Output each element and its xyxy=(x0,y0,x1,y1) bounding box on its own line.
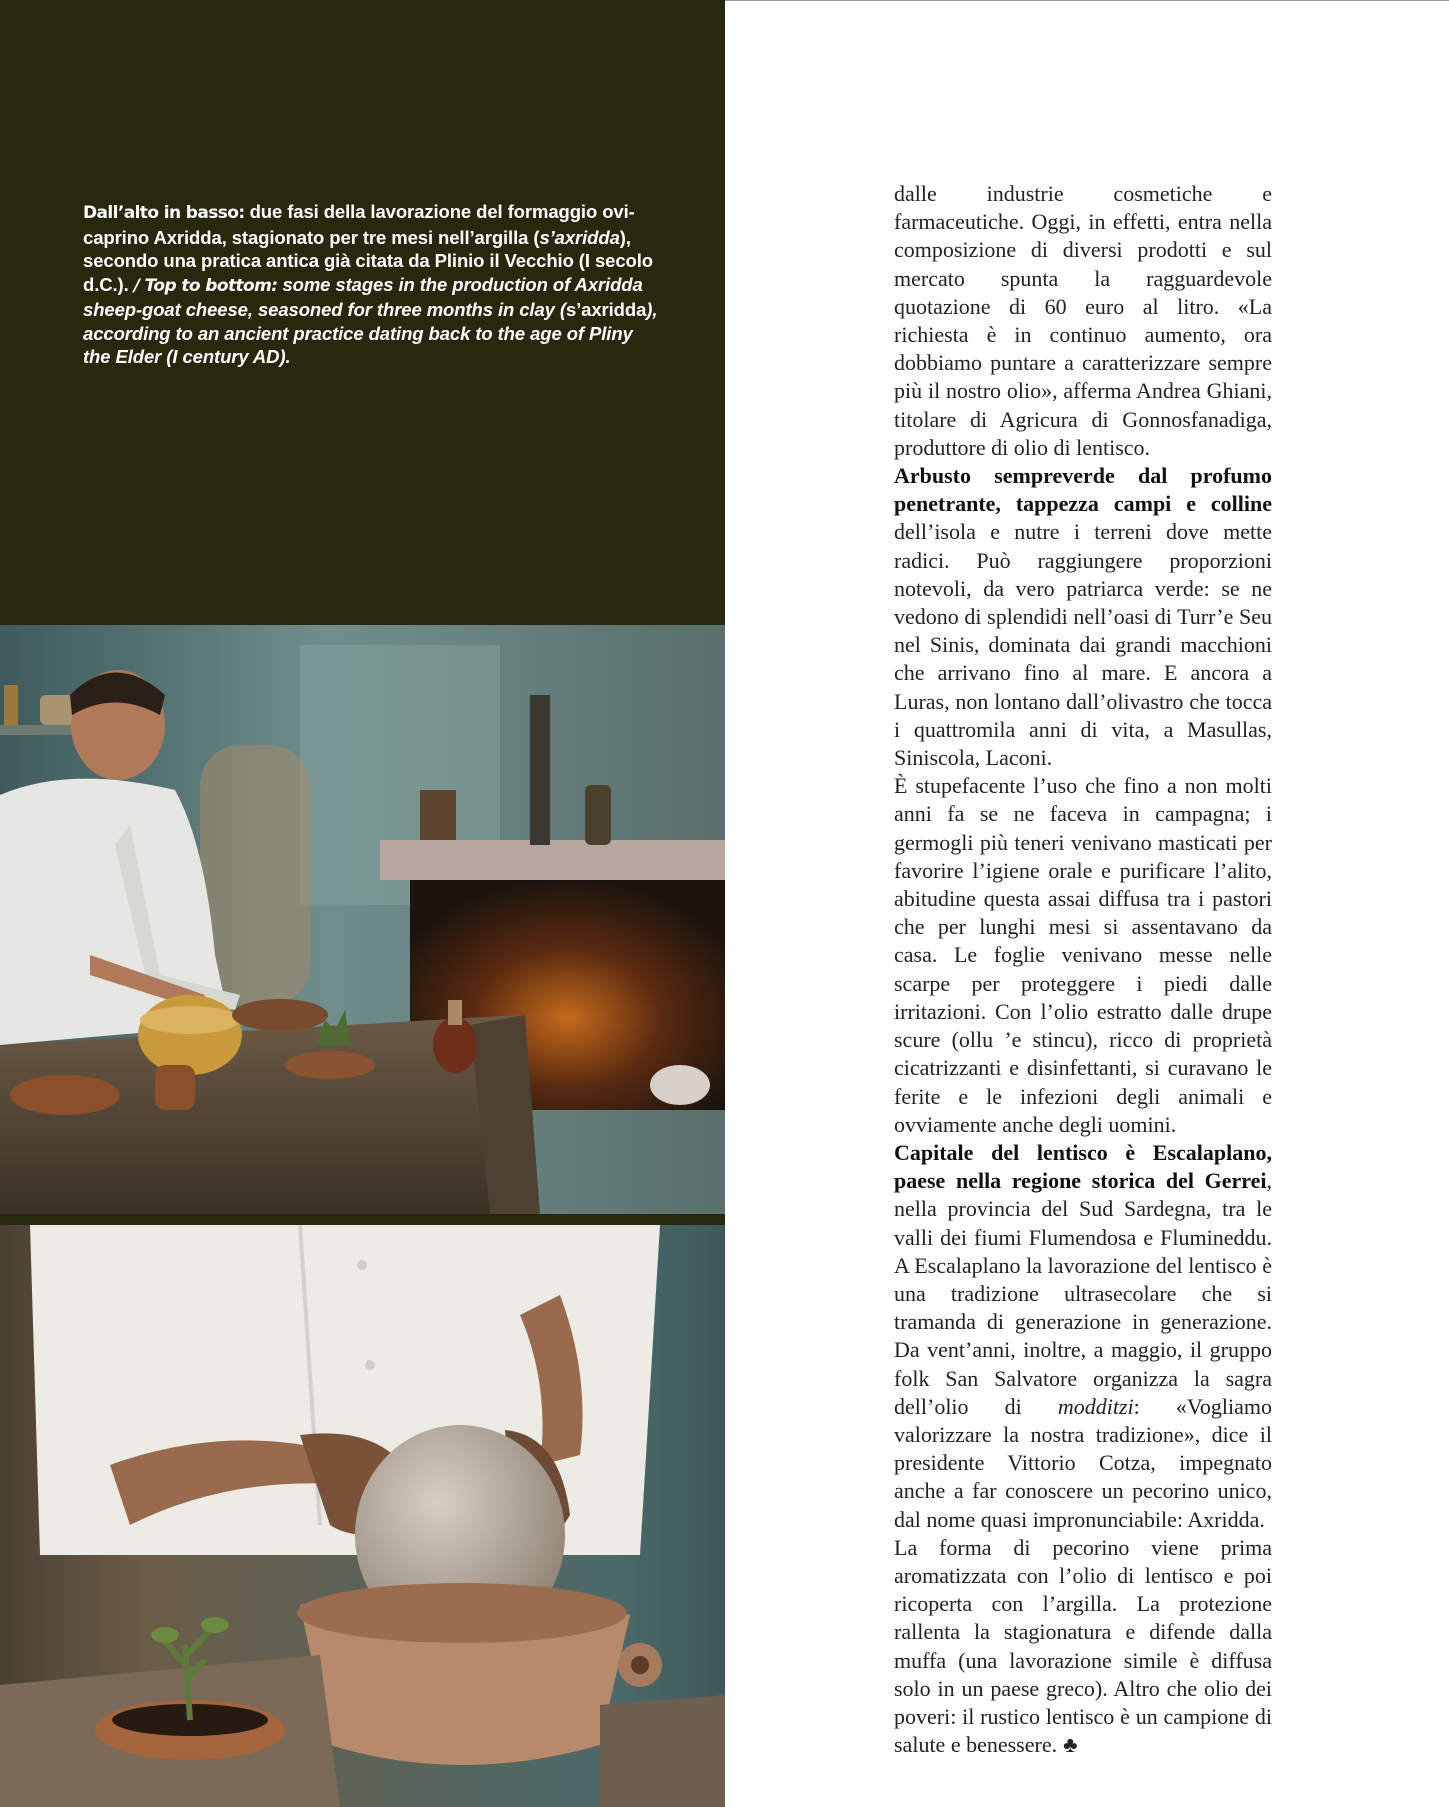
photo-caption xyxy=(83,200,663,369)
article-text xyxy=(894,180,1272,1759)
caption-en-1: some stages in the production of Axridda sheep-goat cheese, seasoned for three months in clay ( xyxy=(83,273,643,320)
article-paragraph-1: dalle industrie cosmetiche e farmaceutiche. Oggi, in effetti, entra nella composizione di diversi prodotti e sul mercato spunta la ragguardevole quotazione di 60 euro al litro. «La richiesta è in continuo aumento, ora dobbiamo puntare a caratterizzare sempre più il nostro olio», afferma Andrea Ghiani, titolare di Agricura di Gonnosfanadiga, produttore di olio di lentisco. xyxy=(894,181,1272,460)
article-paragraph-4 xyxy=(894,1139,1272,1534)
end-mark-icon: ♣ xyxy=(1063,1732,1078,1758)
article-paragraph-2-lead: Arbusto sempreverde dal profumo penetrante, tappezza campi e colline xyxy=(894,463,1272,517)
caption-en-term: s’axridda xyxy=(565,299,647,320)
photo-cheesemaker-kitchen xyxy=(0,625,725,1214)
article-paragraph-4-body-a: , nella provincia del Sud Sardegna, tra le valli dei fiumi Flumendosa e Flumineddu. A Escalaplano la lavorazione del lentisco è una tradizione ultrasecolare che si tramanda di generazione in generazione. Da vent’anni, inoltre, a maggio, il gruppo folk San Salvatore organizza la sagra dell’olio di xyxy=(894,1168,1272,1419)
photo-hands-clay-cheese xyxy=(0,1225,725,1807)
caption-en-lead: / Top to bottom: xyxy=(133,275,278,296)
article-paragraph-4-lead: Capitale del lentisco è Escalaplano, paese nella regione storica del Gerrei xyxy=(894,1139,1272,1194)
top-rule xyxy=(725,0,1449,1)
caption-en-2: ), according to an ancient practice dating back to the age of Pliny the Elder (I century AD). xyxy=(83,299,658,367)
caption-it-2: ), secondo una pratica antica già citata da Plinio il Vecchio (I secolo d.C.). xyxy=(83,226,653,295)
photo-cheesemaker-kitchen-icon xyxy=(0,625,725,1214)
article-paragraph-2-body: dell’isola e nutre i terreni dove mette radici. Può raggiungere proporzioni notevoli, da vero patriarca verde: se ne vedono di splendidi nell’oasi di Turr’e Seu nel Sinis, dominata dai grandi macchioni che arrivano fino al mare. E ancora a Luras, non lontano dall’olivastro che tocca i quattromila anni di vita, a Masullas, Siniscola, Laconi. xyxy=(894,519,1272,771)
article-paragraph-4-term: modditzi xyxy=(1057,1393,1134,1419)
article-paragraph-3: È stupefacente l’uso che fino a non molti anni fa se ne faceva in campagna; i germogli più teneri venivano masticati per favorire l’igiene orale e purificare l’alito, abitudine questa assai diffusa tra i pastori che per lunghi mesi si assentavano da casa. Le foglie venivano messe nelle scarpe per proteggere i piedi dalle irritazioni. Con l’olio estratto dalle drupe scure (ollu ’e stincu), ricco di proprietà cicatrizzanti e disinfettanti, si curavano le ferite e le infezioni degli animali e ovviamente anche degli uomini. xyxy=(894,773,1272,1137)
article-paragraph-2 xyxy=(894,462,1272,772)
caption-it-term: s’axridda xyxy=(539,226,620,248)
photo-hands-clay-cheese-icon xyxy=(0,1225,725,1807)
caption-it-1: due fasi della lavorazione del formaggio ovi-caprino Axridda, stagionato per tre mesi nell’argilla ( xyxy=(83,201,635,248)
article-paragraph-5 xyxy=(894,1534,1272,1760)
caption-lead: Dall’alto in basso: xyxy=(83,203,245,223)
article-paragraph-5-body: La forma di pecorino viene prima aromatizzata con l’olio di lentisco e poi ricoperta con l’argilla. La protezione rallenta la stagionatura e difende dalla muffa (una lavorazione simile è diffusa solo in un paese greco). Altro che olio dei poveri: il rustico lentisco è un campione di salute e benessere. xyxy=(894,1534,1272,1758)
article-paragraph-4-body-b: : «Vogliamo valorizzare la nostra tradizione», dice il presidente Vittorio Cotza, impegnato anche a far conoscere un pecorino unico, dal nome quasi impronunciabile: Axridda. xyxy=(894,1393,1272,1532)
